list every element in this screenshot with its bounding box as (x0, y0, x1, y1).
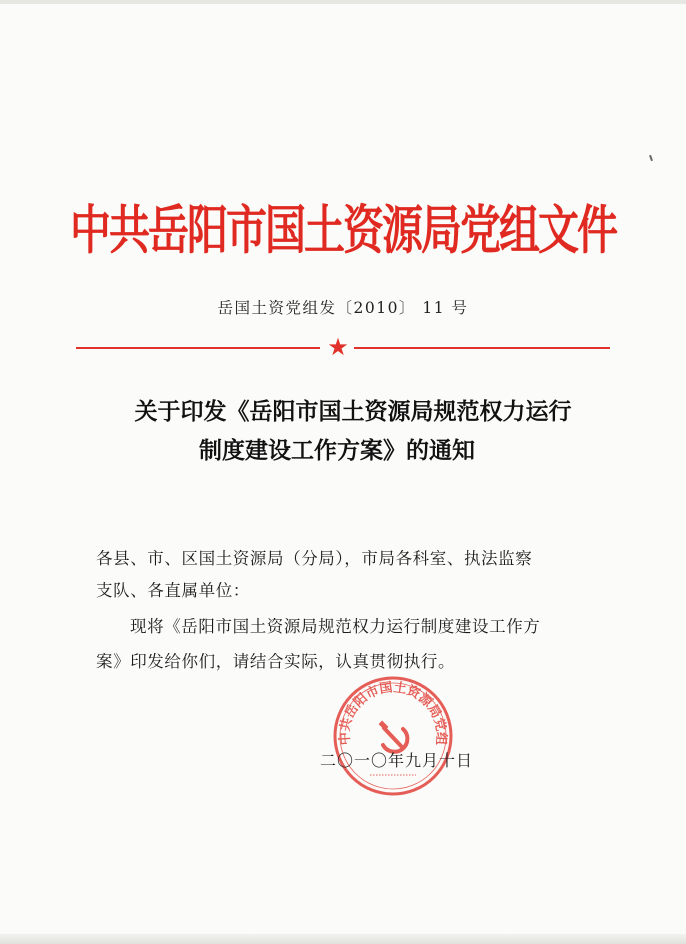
issue-date: 二〇一〇年九月十日 (320, 751, 474, 770)
red-separator-rule (76, 333, 610, 361)
document-header-title: 中共岳阳市国土资源局党组文件 (70, 199, 616, 261)
seal-graphic (332, 675, 454, 797)
recipients-line-2: 支队、各直属单位： (96, 581, 250, 600)
scan-edge-top (0, 0, 686, 4)
star-icon: ★ (327, 333, 349, 361)
recipients-line-1: 各县、市、区国土资源局（分局），市局各科室、执法监察 (96, 549, 533, 568)
notice-title-line-1: 关于印发《岳阳市国土资源局规范权力运行 (134, 398, 572, 425)
document-number: 岳国土资党组发〔2010〕 11 号 (217, 299, 469, 317)
scan-edge-bottom (0, 934, 686, 944)
scan-artifact (649, 155, 653, 161)
body-paragraph-line-1: 现将《岳阳市国土资源局规范权力运行制度建设工作方 (130, 617, 541, 636)
body-paragraph-line-2: 案》印发给你们，请结合实际，认真贯彻执行。 (96, 652, 456, 671)
official-seal-stamp (332, 675, 454, 797)
separator-line-left (76, 347, 320, 349)
notice-title-line-2: 制度建设工作方案》的通知 (199, 437, 475, 464)
seal-text: 中共岳阳市国土资源局党组 (337, 680, 449, 746)
separator-line-right (354, 347, 610, 349)
